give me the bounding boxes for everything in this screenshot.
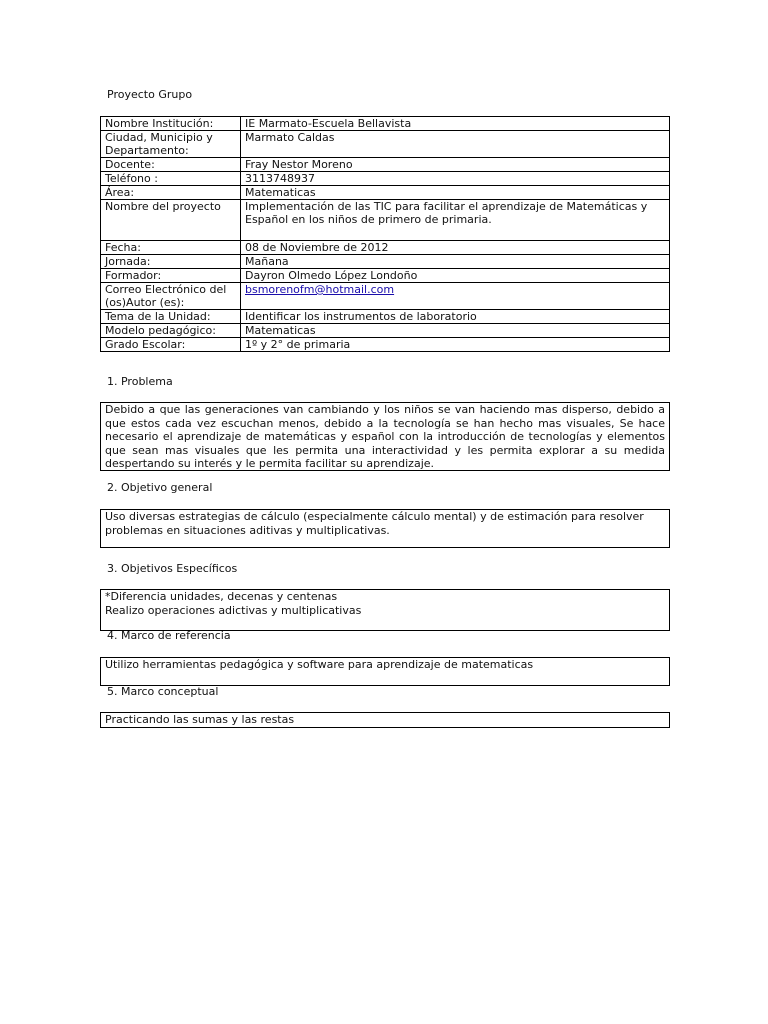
row-label: Nombre Institución: [101,117,241,131]
email-link[interactable]: bsmorenofm@hotmail.com [245,283,395,296]
row-value: Mañana [241,255,670,269]
table-row [101,172,670,186]
marco-conceptual-box: Practicando las sumas y las restas [100,712,670,728]
marco-referencia-heading: 4. Marco de referencia [107,629,231,642]
table-row [101,283,670,310]
row-label: Formador: [101,269,241,283]
table-row [101,255,670,269]
objetivo-general-box: Uso diversas estrategias de cálculo (especialmente cálculo mental) y de estimación para resolver problemas en situaciones aditivas y multiplicativas. [100,509,670,548]
row-value: Dayron Olmedo López Londoño [241,269,670,283]
row-value: 3113748937 [241,172,670,186]
marco-conceptual-heading: 5. Marco conceptual [107,685,219,698]
row-value: 1º y 2° de primaria [241,338,670,352]
objetivo-general-heading: 2. Objetivo general [107,481,213,494]
objetivos-especificos-heading: 3. Objetivos Específicos [107,562,238,575]
objetivo-item: Realizo operaciones adictivas y multiplicativas [105,603,362,617]
row-value: Fray Nestor Moreno [241,158,670,172]
table-row [101,338,670,352]
marco-referencia-box: Utilizo herramientas pedagógica y software para aprendizaje de matematicas [100,657,670,686]
row-label: Modelo pedagógico: [101,324,241,338]
row-value: Marmato Caldas [241,131,670,158]
table-row [101,186,670,200]
row-label: Teléfono : [101,172,241,186]
problema-box: Debido a que las generaciones van cambiando y los niños se van haciendo mas disperso, debido a que estos cada vez escuchan menos, debido a la tecnología se han hecho mas visuales, Se hace necesario el aprendizaje de matemáticas y español con la introducción de tecnologías y elementos que sean mas visuales que les permita una interactividad y les permita explorar a su medida despertando su interés y le permita facilitar su aprendizaje. [100,402,670,471]
row-label: Docente: [101,158,241,172]
row-label: Tema de la Unidad: [101,310,241,324]
table-row [101,269,670,283]
row-label: Correo Electrónico del (os)Autor (es): [101,283,241,310]
row-value: Matematicas [241,324,670,338]
row-value: Implementación de las TIC para facilitar el aprendizaje de Matemáticas y Español en los niños de primero de primaria. [241,200,670,241]
row-label: Jornada: [101,255,241,269]
row-label: Fecha: [101,241,241,255]
row-label: Nombre del proyecto [101,200,241,241]
table-row [101,158,670,172]
table-row [101,324,670,338]
table-row [101,131,670,158]
row-value: Matematicas [241,186,670,200]
project-info-table [100,116,670,352]
row-label: Ciudad, Municipio y Departamento: [101,131,241,158]
row-value [241,283,670,310]
row-label: Grado Escolar: [101,338,241,352]
objetivo-item: *Diferencia unidades, decenas y centenas [105,590,338,603]
table-row [101,310,670,324]
table-row [101,241,670,255]
row-label: Área: [101,186,241,200]
problema-heading: 1. Problema [107,375,173,388]
table-row [101,200,670,241]
row-value: 08 de Noviembre de 2012 [241,241,670,255]
row-value: Identificar los instrumentos de laboratorio [241,310,670,324]
objetivos-especificos-box [100,589,670,631]
row-value: IE Marmato-Escuela Bellavista [241,117,670,131]
page-title: Proyecto Grupo [107,88,193,101]
table-row [101,117,670,131]
